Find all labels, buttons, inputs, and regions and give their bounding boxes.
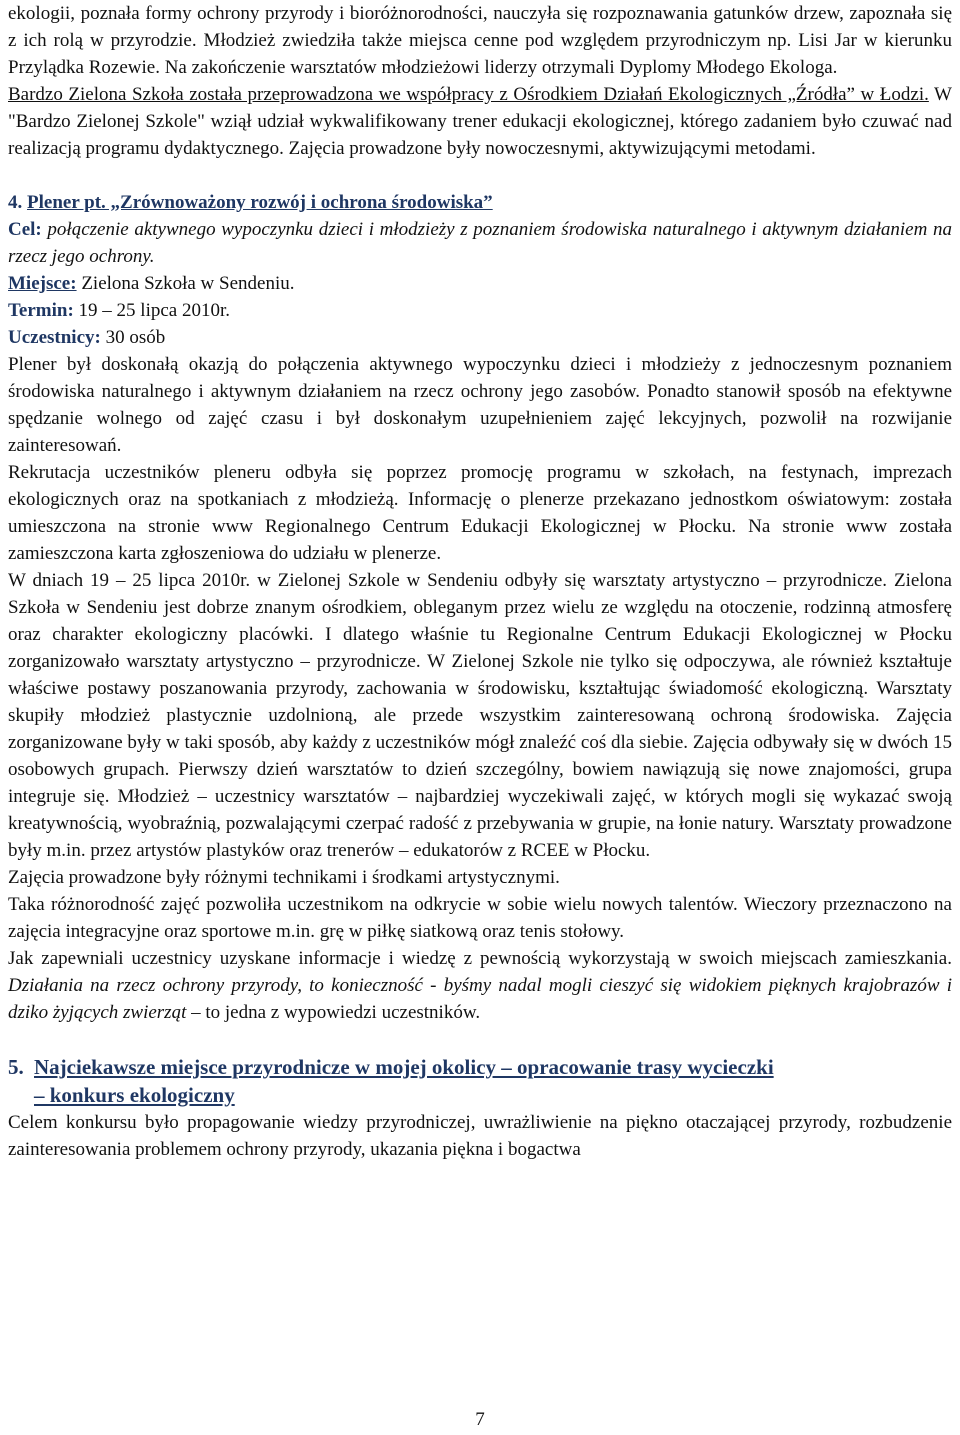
section-5-first-line bbox=[8, 1053, 952, 1081]
date-text: 19 – 25 lipca 2010r. bbox=[73, 300, 230, 321]
section-5-heading bbox=[8, 1053, 952, 1109]
participants-line bbox=[8, 324, 952, 351]
paragraph-plener: Plener był doskonałą okazją do połączenia aktywnego wypoczynku dzieci i młodzieży z jednoczesnym poznaniem środowiska naturalnego i aktywnym działaniem na rzecz ochrony jego zasobów. Ponadto stanowił sposób na efektywne spędzanie wolnego od zajęć czasu i był doskonałym uzupełnieniem zajęć lekcyjnych, pozwolił na rozwijanie zainteresowań. bbox=[8, 354, 952, 456]
goal-text: połączenie aktywnego wypoczynku dzieci i młodzieży z poznaniem środowiska naturalnego i aktywnym działaniem na rzecz jego ochrony. bbox=[8, 219, 952, 267]
paragraph-intro: ekologii, poznała formy ochrony przyrody i bioróżnorodności, nauczyła się rozpoznawania gatunków drzew, zapoznała się z ich rolą w przyrodzie. Młodzież zwiedziła także miejsca cenne pod względem przyrodniczym np. Lisi Jar w kierunku Przylądka Rozewie. Na zakończenie warsztatów młodzieżowi liderzy otrzymali Dyplomy Młodego Ekologa. bbox=[8, 3, 952, 78]
section-5-title-line-1: Najciekawsze miejsce przyrodnicze w mojej okolicy – opracowanie trasy wycieczki bbox=[34, 1055, 774, 1079]
goal-label: Cel: bbox=[8, 219, 42, 240]
section-4-number: 4. bbox=[8, 192, 27, 213]
section-4-heading bbox=[8, 189, 952, 216]
partnership-rest: W "Bardzo Zielonej Szkole" wziął udział wykwalifikowany trener edukacji ekologicznej, którego zadaniem było czuwać nad realizacją programu dydaktycznego. Zajęcia prowadzone były nowoczesnymi, aktywizującymi metodami. bbox=[8, 84, 952, 159]
paragraph-conclusion bbox=[8, 945, 952, 1026]
date-label: Termin: bbox=[8, 300, 74, 321]
place-label: Miejsce: bbox=[8, 273, 77, 294]
paragraph-partnership bbox=[8, 81, 952, 162]
paragraph-contest-goal: Celem konkursu było propagowanie wiedzy przyrodniczej, uwrażliwienie na piękno otaczającej przyrody, rozbudzenie zainteresowania problemem ochrony przyrody, ukazania piękna i bogactwa bbox=[8, 1112, 952, 1160]
paragraph-recruitment: Rekrutacja uczestników pleneru odbyła się poprzez promocję programu w szkołach, na festynach, imprezach ekologicznych oraz na spotkaniach z młodzieżą. Informację o plenerze przekazano jednostkom oświatowym: została umieszczona na stronie www Regionalnego Centrum Edukacji Ekologicznej w Płocku. Na stronie www została zamieszczona karta zgłoszeniowa do udziału w plenerze. bbox=[8, 462, 952, 564]
quote-attribution: – to jedna z wypowiedzi uczestników. bbox=[186, 1002, 481, 1023]
spacer bbox=[8, 162, 952, 189]
spacer bbox=[8, 1026, 952, 1053]
page-number: 7 bbox=[475, 1409, 485, 1430]
date-line bbox=[8, 297, 952, 324]
place-line bbox=[8, 270, 952, 297]
participant-quote: Działania na rzecz ochrony przyrody, to konieczność - byśmy nadal mogli cieszyć się widokiem pięknych krajobrazów i dziko żyjących zwierząt bbox=[8, 975, 952, 1023]
participants-text: 30 osób bbox=[100, 327, 166, 348]
paragraph-diversity: Taka różnorodność zajęć pozwoliła uczestnikom na odkrycie w sobie wielu nowych talentów. Wieczory przeznaczono na zajęcia integracyjne oraz sportowe m.in. grę w piłkę siatkową oraz tenis stołowy. bbox=[8, 894, 952, 942]
participants-label: Uczestnicy: bbox=[8, 327, 101, 348]
place-text: Zielona Szkoła w Sendeniu. bbox=[76, 273, 295, 294]
section-4-title: Plener pt. „Zrównoważony rozwój i ochrona środowiska” bbox=[27, 192, 493, 213]
section-5-title-line-2: – konkurs ekologiczny bbox=[34, 1083, 235, 1107]
section-5-number: 5. bbox=[8, 1055, 24, 1079]
paragraph-techniques: Zajęcia prowadzone były różnymi technikami i środkami artystycznymi. bbox=[8, 867, 560, 888]
goal-line bbox=[8, 216, 952, 270]
partnership-underlined: Bardzo Zielona Szkoła została przeprowadzona we współpracy z Ośrodkiem Działań Ekologicznych „Źródła” w Łodzi. bbox=[8, 84, 929, 105]
paragraph-workshops: W dniach 19 – 25 lipca 2010r. w Zielonej Szkole w Sendeniu odbyły się warsztaty artystyczno – przyrodnicze. Zielona Szkoła w Sendeniu jest dobrze znanym ośrodkiem, obleganym przez wielu ze względu na otoczenie, rodzinną atmosferę oraz charakter ekologiczny placówki. I dlatego właśnie tu Regionalne Centrum Edukacji Ekologicznej w Płocku zorganizowało warsztaty artystyczno – przyrodnicze. W Zielonej Szkole nie tylko się odpoczywa, ale również kształtuje właściwe postawy poszanowania przyrody, zachowania w środowisku, kształtując świadomość ekologiczną. Warsztaty skupiły młodzież plastycznie uzdolnioną, ale przede wszystkim zainteresowaną ochroną środowiska. Zajęcia zorganizowane były w taki sposób, aby każdy z uczestników mógł znaleźć coś dla siebie. Zajęcia odbywały się w dwóch 15 osobowych grupach. Pierwszy dzień warsztatów to dzień szczególny, bowiem nawiązują się nowe znajomości, grupa integruje się. Młodzież – uczestnicy warsztatów – najbardziej wyczekiwali zajęć, w których mogli się wykazać swoją kreatywnością, wyobraźnią, pozwalającymi czerpać radość z przebywania w grupie, na łonie natury. Warsztaty prowadzone były m.in. przez artystów plastyków oraz trenerów – edukatorów z RCEE w Płocku. bbox=[8, 570, 952, 861]
conclusion-text: Jak zapewniali uczestnicy uzyskane informacje i wiedzę z pewnością wykorzystają w swoich miejscach zamieszkania. bbox=[8, 948, 952, 969]
